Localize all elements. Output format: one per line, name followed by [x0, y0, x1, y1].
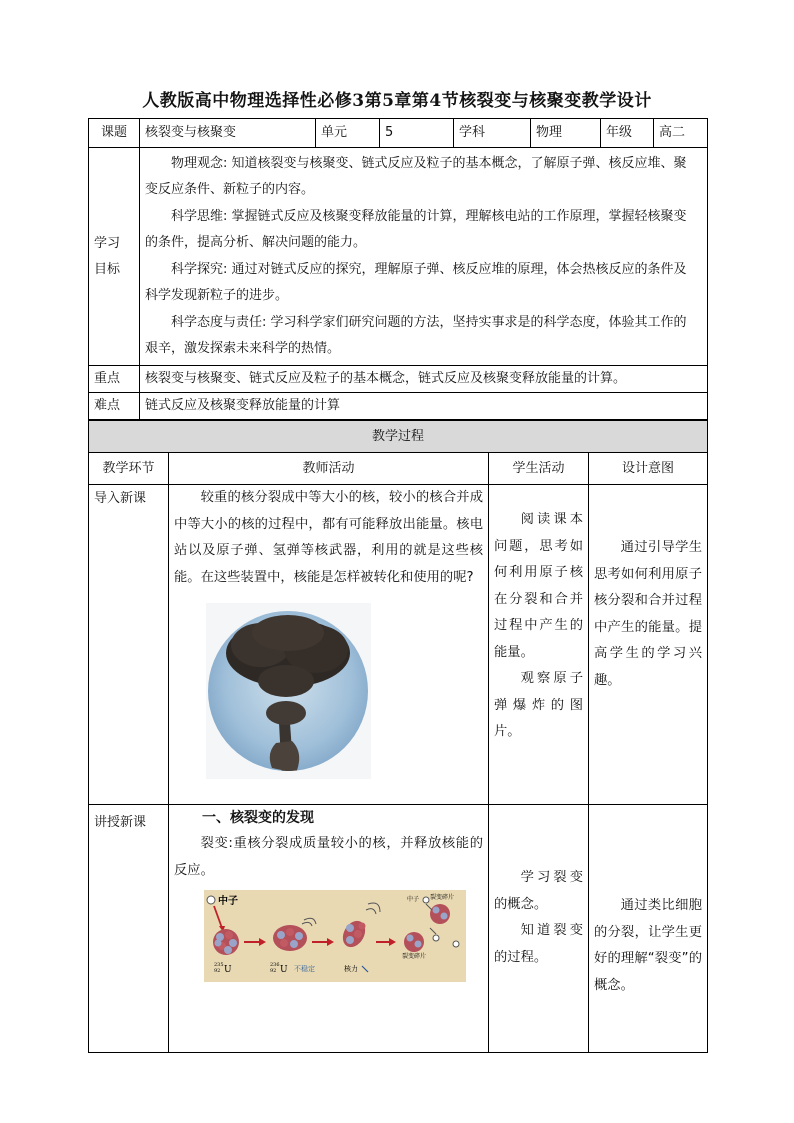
process-header: 教学过程 [89, 421, 708, 453]
u236-number: 92 [270, 968, 277, 974]
difficulties-text: 链式反应及核聚变释放能量的计算 [140, 393, 708, 420]
objectives-label [89, 148, 140, 366]
fission-process-figure [204, 890, 466, 982]
lesson-info-table [88, 118, 708, 420]
student-activity-text: 观察原子弹爆炸的图片。 [494, 671, 583, 739]
student-activity-lesson [489, 805, 589, 1053]
objectives-label-text: 学习目标 [94, 235, 121, 277]
section-heading: 一、核裂变的发现 [202, 810, 314, 826]
design-intent-lesson [589, 805, 708, 1053]
teaching-process-table [88, 420, 708, 1053]
teacher-activity-intro [169, 485, 489, 805]
student-activity-text: 知道裂变的过程。 [494, 923, 583, 965]
subject-label: 学科 [454, 119, 531, 148]
objective-item: 科学态度与责任: 学习科学家们研究问题的方法，坚持实事求是的科学态度，体验其工作的艰辛，激发探索未来科学的热情。 [145, 314, 687, 356]
u235-number: 92 [214, 968, 221, 974]
design-intent-text: 通过引导学生思考如何利用原子核分裂和合并过程中产生的能量。提高学生的学习兴趣。 [594, 540, 703, 688]
unit-label: 单元 [316, 119, 380, 148]
objective-item: 科学探究: 通过对链式反应的探究，理解原子弹、核反应堆的原理，体会热核反应的条件及科学发现新粒子的进步。 [145, 261, 687, 303]
fragment-label-bottom: 裂变碎片 [402, 953, 427, 960]
difficulties-label: 难点 [89, 393, 140, 420]
neutron-label: 中子 [218, 896, 238, 907]
u236-symbol: U [280, 965, 288, 975]
atomic-bomb-photo [206, 603, 483, 786]
column-header: 设计意图 [589, 453, 708, 485]
u235-symbol: U [224, 965, 232, 975]
u236-mass: 236 [270, 962, 280, 968]
student-activity-intro [489, 485, 589, 805]
fission-diagram [204, 890, 483, 989]
teacher-activity-lesson [169, 805, 489, 1053]
u235-mass: 235 [214, 962, 224, 968]
document-title: 人教版高中物理选择性必修3第5章第4节核裂变与核聚变教学设计 [142, 91, 652, 111]
fragment-label-top: 裂变碎片 [430, 894, 455, 901]
student-activity-text: 学习裂变的概念。 [494, 870, 583, 912]
unstable-label: 不稳定 [294, 965, 315, 973]
student-activity-text: 阅读课本问题，思考如何利用原子核在分裂和合并过程中产生的能量。 [494, 512, 583, 660]
column-header: 教学环节 [89, 453, 169, 485]
column-header: 教师活动 [169, 453, 489, 485]
nuclear-force-label: 核力 [344, 965, 358, 973]
stage-intro: 导入新课 [89, 485, 169, 805]
neutron-label-2: 中子 [407, 896, 420, 903]
objective-item: 物理观念: 知道核裂变与核聚变、链式反应及粒子的基本概念，了解原子弹、核反应堆、聚变反应条件、新粒子的内容。 [145, 155, 687, 197]
u235-nucleus [213, 929, 239, 955]
topic-label: 课题 [89, 119, 140, 148]
teacher-activity-text: 较重的核分裂成中等大小的核，较小的核合并成中等大小的核的过程中，都有可能释放出能量。核电站以及原子弹、氢弹等核武器，利用的就是这些核能。在这些装置中，核能是怎样被转化和使用的呢? [174, 490, 483, 585]
topic-value: 核裂变与核聚变 [140, 119, 316, 148]
key-points-label: 重点 [89, 366, 140, 393]
grade-value: 高二 [654, 119, 708, 148]
design-intent-text: 通过类比细胞的分裂，让学生更好的理解“裂变”的概念。 [594, 898, 703, 993]
grade-label: 年级 [601, 119, 654, 148]
subject-value: 物理 [531, 119, 601, 148]
column-header: 学生活动 [489, 453, 589, 485]
objectives-content [140, 148, 708, 366]
mushroom-cloud-image [206, 603, 371, 779]
key-points-text: 核裂变与核聚变、链式反应及粒子的基本概念，链式反应及核聚变释放能量的计算。 [140, 366, 708, 393]
unit-value: 5 [380, 119, 454, 148]
design-intent-intro [589, 485, 708, 805]
stage-new-lesson: 讲授新课 [89, 805, 169, 1053]
teacher-activity-text: 裂变:重核分裂成质量较小的核，并释放核能的反应。 [174, 836, 483, 878]
objective-item: 科学思维: 掌握链式反应及核聚变释放能量的计算，理解核电站的工作原理，掌握轻核聚变的条件，提高分析、解决问题的能力。 [145, 208, 687, 250]
